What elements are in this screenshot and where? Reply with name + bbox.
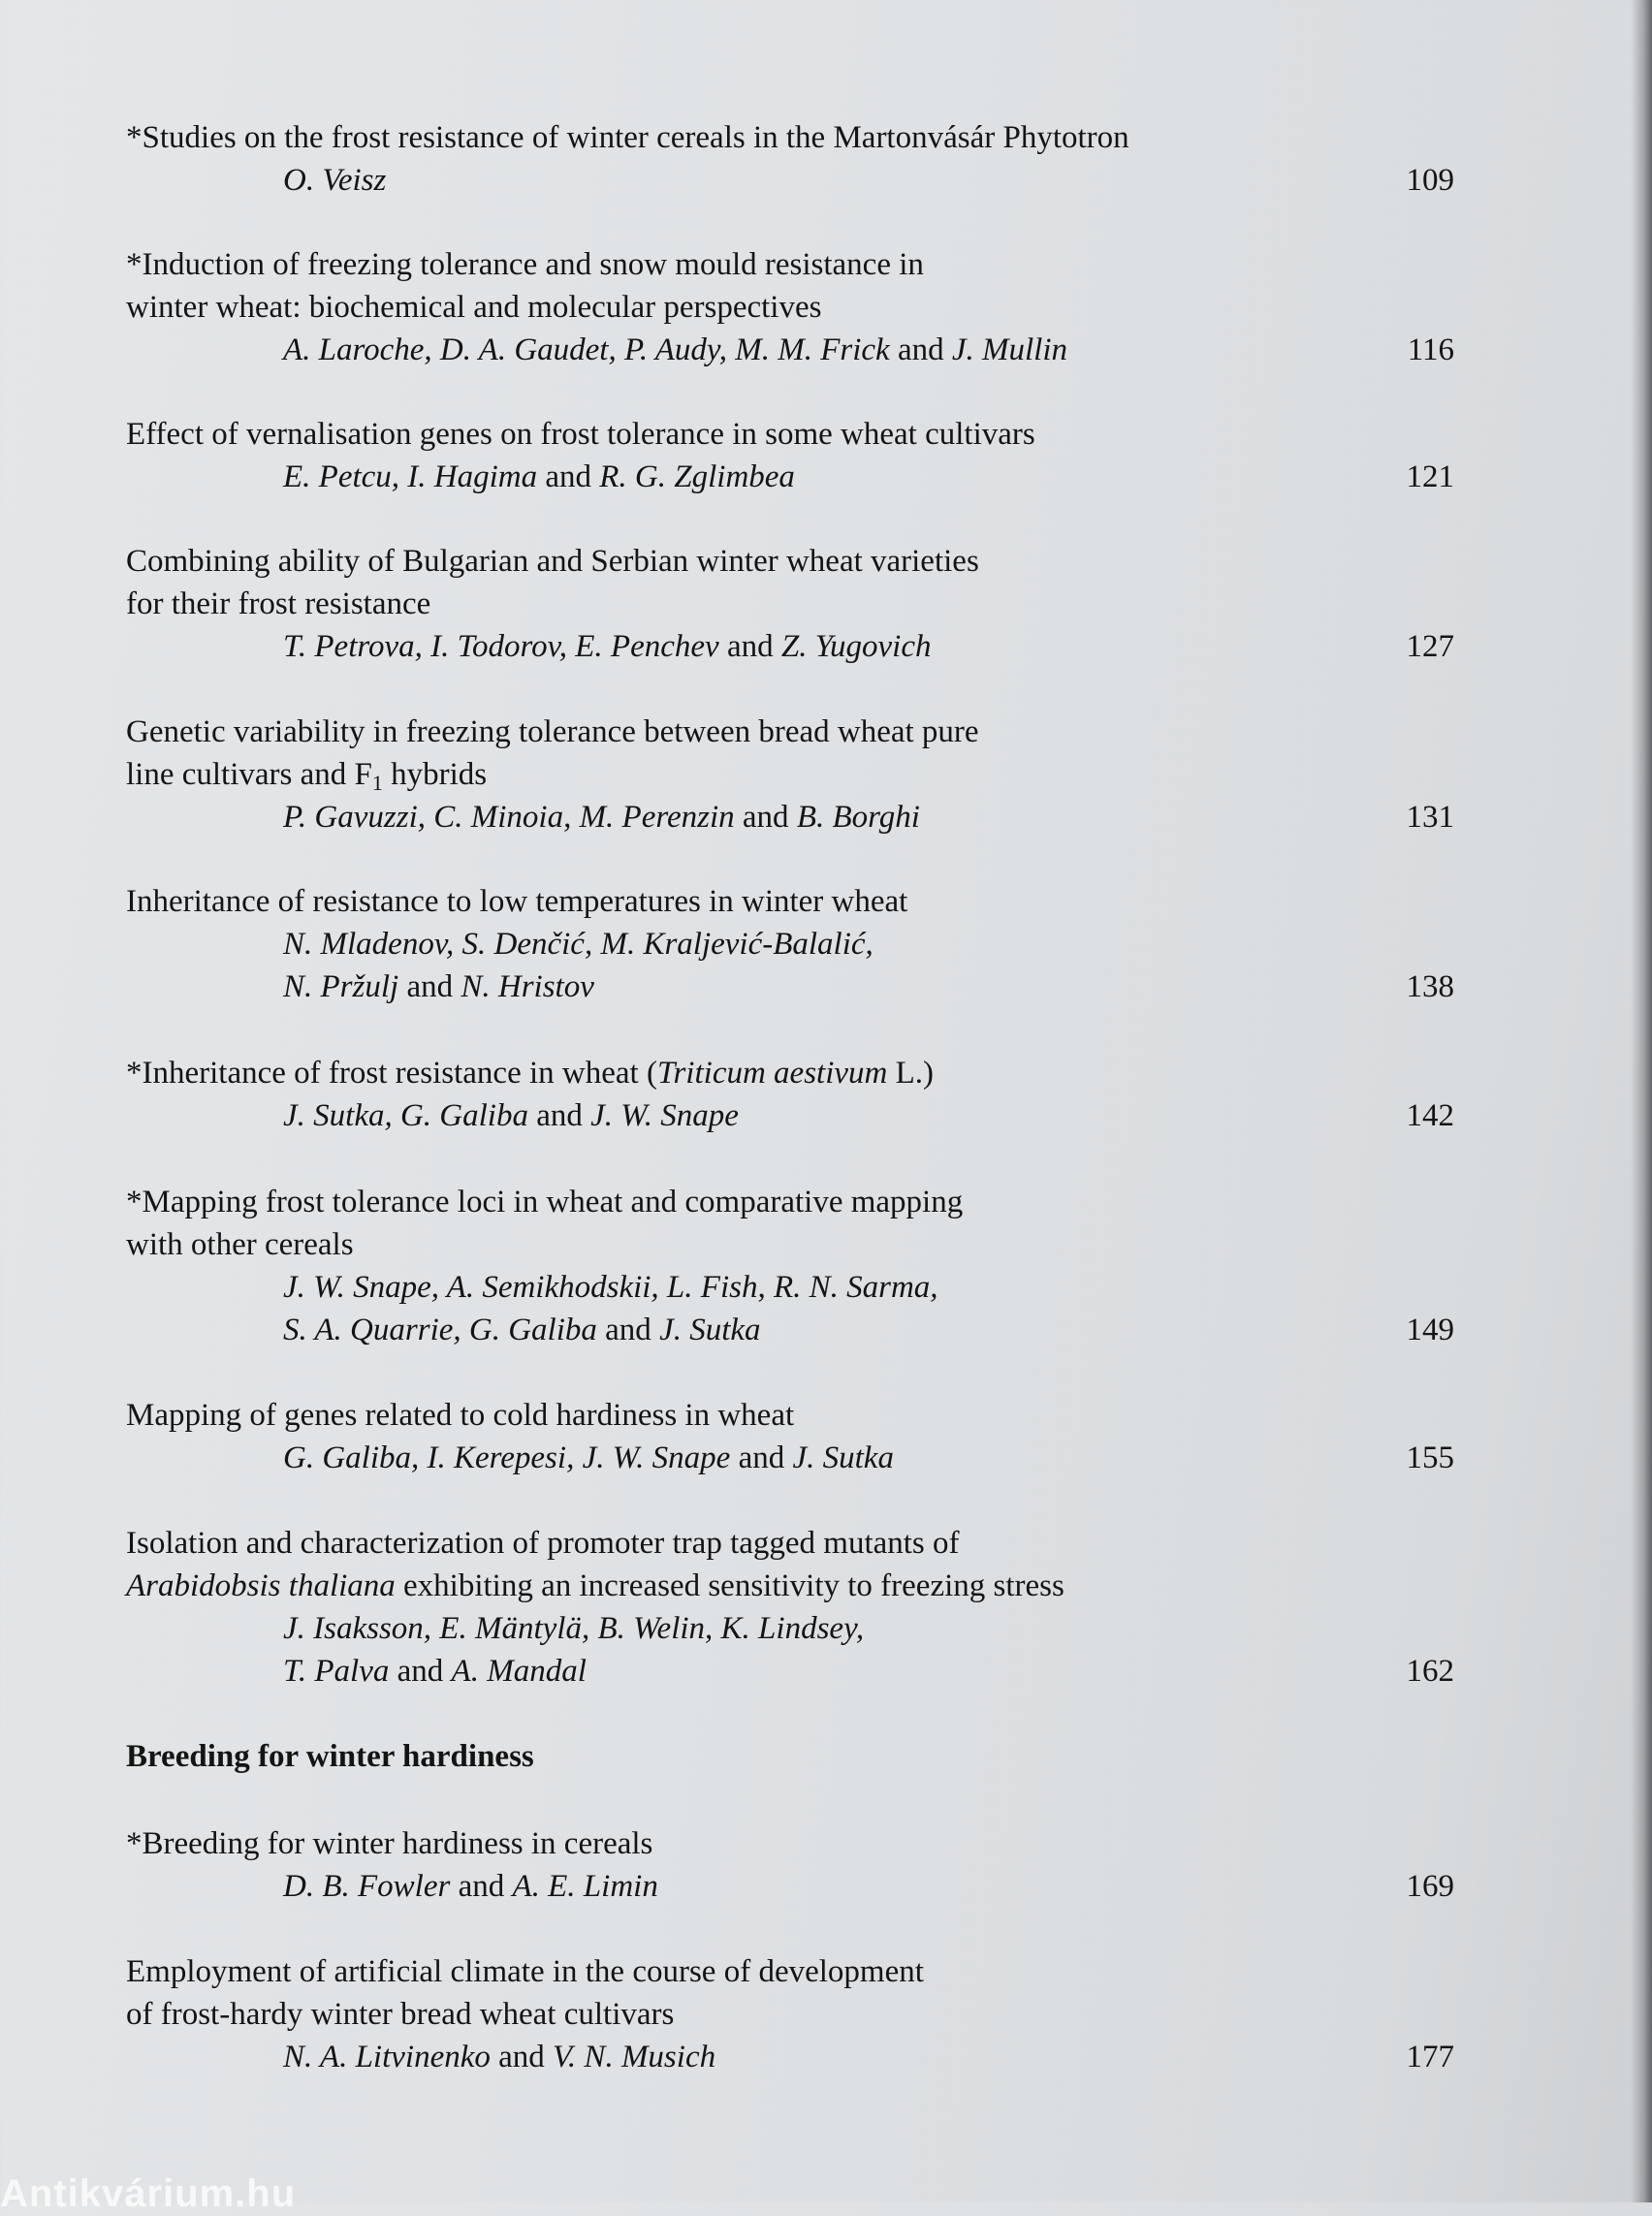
entry-authors: T. Petrova, I. Todorov, E. Penchev and Z. Yugovich 127 (126, 625, 1454, 668)
entry-authors: S. A. Quarrie, G. Galiba and J. Sutka 149 (126, 1309, 1454, 1351)
entry-authors: G. Galiba, I. Kerepesi, J. W. Snape and J. Sutka 155 (126, 1437, 1454, 1479)
entry-authors: O. Veisz 109 (126, 159, 1454, 202)
toc-entry (126, 116, 1454, 202)
toc-entry (126, 1181, 1454, 1351)
entry-title: Genetic variability in freezing tolerance between bread wheat pure (126, 714, 979, 749)
entry-authors: E. Petcu, I. Hagima and R. G. Zglimbea 121 (126, 456, 1454, 498)
page-number: 138 (1406, 969, 1454, 1004)
page-number: 121 (1406, 459, 1454, 494)
section-heading: Breeding for winter hardiness (126, 1739, 534, 1774)
entry-title: winter wheat: biochemical and molecular perspectives (126, 290, 822, 325)
toc-entry (126, 1394, 1454, 1479)
entry-title: *Breeding for winter hardiness in cereals (126, 1826, 653, 1861)
entry-title: line cultivars and $F_1$ hybrids (126, 757, 488, 795)
entry-title: Arabidobsis thaliana exhibiting an increased sensitivity to freezing stress (126, 1568, 1064, 1603)
page-number: 169 (1406, 1869, 1454, 1904)
page-number: 127 (1406, 629, 1454, 664)
toc-entry (126, 1052, 1454, 1137)
entry-authors: J. Isaksson, E. Mäntylä, B. Welin, K. Lindsey, (283, 1611, 865, 1646)
entry-authors: T. Palva and A. Mandal 162 (126, 1650, 1454, 1693)
entry-title: Combining ability of Bulgarian and Serbian winter wheat varieties (126, 544, 979, 579)
page-edge-shadow (1631, 0, 1652, 2202)
entry-authors: A. Laroche, D. A. Gaudet, P. Audy, M. M. Frick and J. Mullin 116 (126, 329, 1454, 371)
entry-title: Inheritance of resistance to low temperatures in winter wheat (126, 884, 908, 919)
entry-authors: J. W. Snape, A. Semikhodskii, L. Fish, R. N. Sarma, (283, 1270, 938, 1305)
entry-title: *Studies on the frost resistance of winter cereals in the Martonvásár Phytotron (126, 120, 1129, 155)
entry-title: Mapping of genes related to cold hardiness in wheat (126, 1398, 795, 1433)
entry-authors: J. Sutka, G. Galiba and J. W. Snape 142 (126, 1094, 1454, 1137)
page-number: 162 (1406, 1654, 1454, 1689)
entry-authors: N. Mladenov, S. Denčić, M. Kraljević-Balalić, (283, 927, 874, 962)
entry-title: with other cereals (126, 1227, 354, 1262)
watermark: Antikvárium.hu (0, 2172, 297, 2215)
toc-entry (126, 1522, 1454, 1693)
page-number: 131 (1406, 800, 1454, 835)
toc-entry (126, 243, 1454, 371)
toc-entry (126, 711, 1454, 839)
toc-entry (126, 413, 1454, 498)
toc-entry (126, 1950, 1454, 2078)
entry-authors: P. Gavuzzi, C. Minoia, M. Perenzin and B. Borghi 131 (126, 796, 1454, 839)
page-number: 155 (1406, 1440, 1454, 1475)
page-number: 177 (1406, 2040, 1454, 2074)
toc-entry (126, 880, 1454, 1008)
entry-authors: N. Pržulj and N. Hristov 138 (126, 966, 1454, 1008)
entry-title: *Inheritance of frost resistance in wheat (Triticum aestivum L.) (126, 1056, 935, 1091)
page-number: 109 (1406, 163, 1454, 198)
entry-title: *Induction of freezing tolerance and snow mould resistance in (126, 247, 924, 282)
entry-authors: N. A. Litvinenko and V. N. Musich 177 (126, 2036, 1454, 2078)
toc-entry (126, 540, 1454, 668)
entry-authors: D. B. Fowler and A. E. Limin 169 (126, 1865, 1454, 1908)
entry-title: of frost-hardy winter bread wheat cultivars (126, 1997, 675, 2032)
toc-entry (126, 1822, 1454, 1908)
entry-title: *Mapping frost tolerance loci in wheat and comparative mapping (126, 1185, 964, 1219)
entry-title: for their frost resistance (126, 586, 431, 621)
entry-title: Isolation and characterization of promoter trap tagged mutants of (126, 1526, 960, 1561)
page-number: 142 (1406, 1098, 1454, 1133)
entry-title: Effect of vernalisation genes on frost tolerance in some wheat cultivars (126, 417, 1035, 452)
page-number: 116 (1407, 332, 1454, 367)
page-number: 149 (1406, 1313, 1454, 1347)
entry-title: Employment of artificial climate in the course of development (126, 1954, 924, 1989)
